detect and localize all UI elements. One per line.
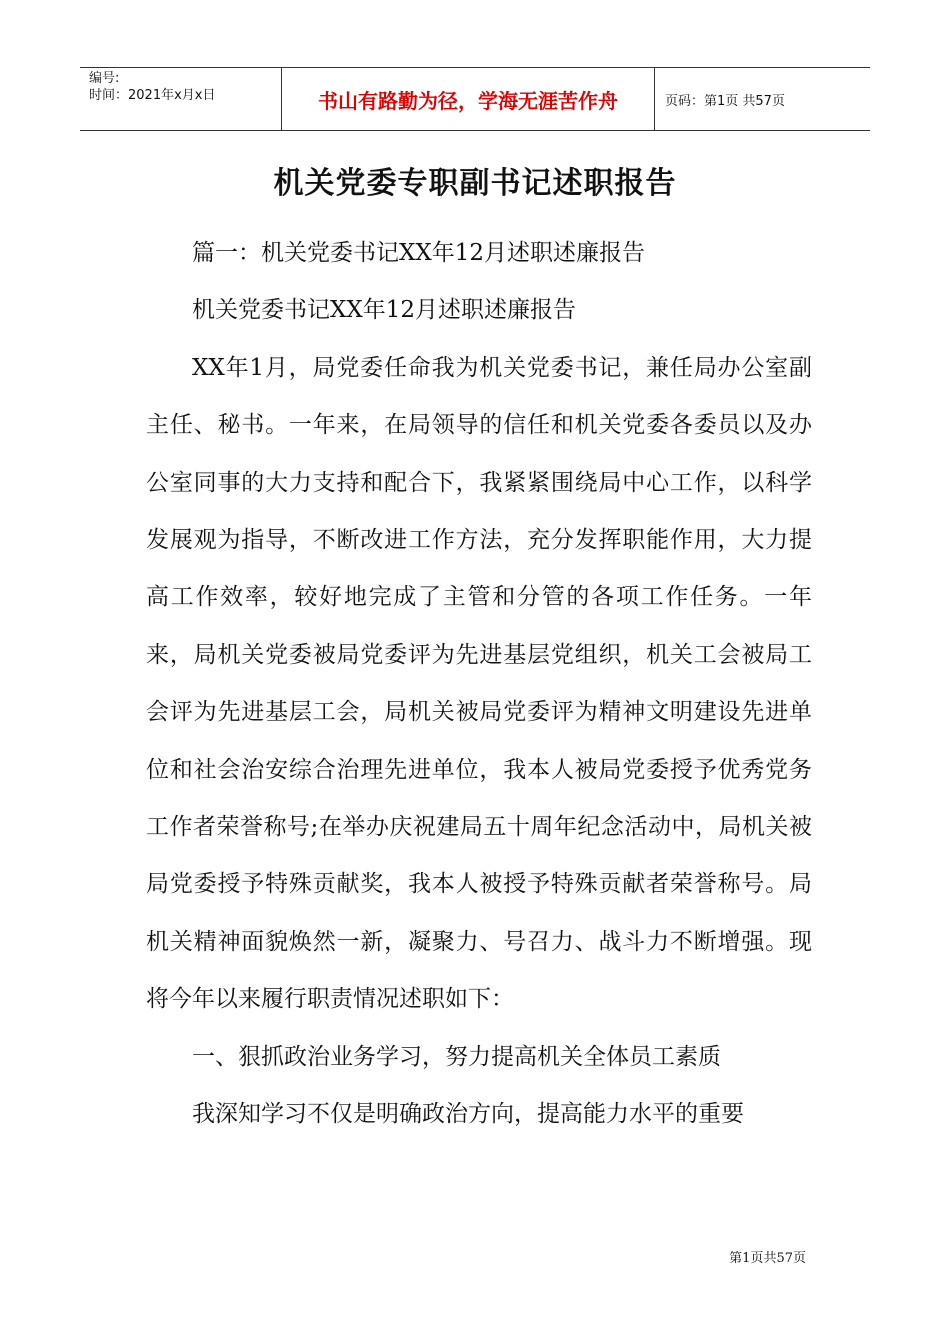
paragraph-intro: XX年1月，局党委任命我为机关党委书记，兼任局办公室副主任、秘书。一年来，在局领导的信任和机关党委各委员以及办公室同事的大力支持和配合下，我紧紧围绕局中心工作，以科学发展观为指导，不断改进工作方法，充分发挥职能作用，大力提高工作效率，较好地完成了主管和分管的各项工作任务。一年来，局机关党委被局党委评为先进基层党组织，机关工会被局工会评为先进基层工会，局机关被局党委评为精神文明建设先进单位和社会治安综合治理先进单位，我本人被局党委授予优秀党务工作者荣誉称号;在举办庆祝建局五十周年纪念活动中，局机关被局党委授予特殊贡献奖，我本人被授予特殊贡献者荣誉称号。局机关精神面貌焕然一新，凝聚力、号召力、战斗力不断增强。现将今年以来履行职责情况述职如下：	[146, 354, 812, 1013]
time-label: 时间：2021年x月x日	[89, 88, 216, 103]
paragraph-section-heading: 篇一：机关党委书记XX年12月述职述廉报告	[192, 240, 646, 266]
motto: 书山有路勤为径，学海无涯苦作舟	[282, 68, 655, 130]
serial-label: 编号:	[89, 71, 120, 86]
document-title: 机关党委专职副书记述职报告	[273, 166, 677, 201]
header-page-info: 页码：第1页 共57页	[665, 93, 785, 109]
page-footer: 第1页共57页	[729, 1251, 806, 1266]
document-body	[146, 225, 812, 1144]
paragraph-learning: 我深知学习不仅是明确政治方向，提高能力水平的重要	[192, 1101, 744, 1128]
paragraph-subtitle: 机关党委书记XX年12月述职述廉报告	[192, 297, 577, 324]
paragraph-point-one: 一、狠抓政治业务学习，努力提高机关全体员工素质	[192, 1043, 721, 1070]
header-meta-cell	[80, 68, 282, 130]
page-header	[80, 67, 870, 131]
